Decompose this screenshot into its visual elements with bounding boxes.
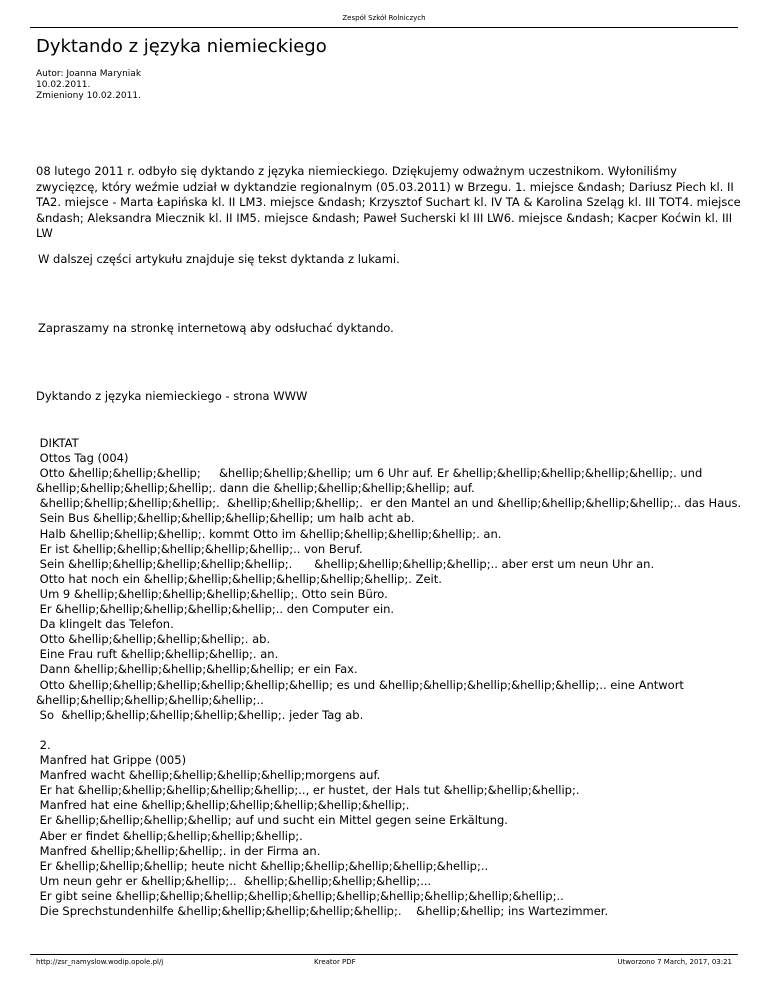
- footer-divider: [30, 954, 738, 955]
- article-modified: Zmieniony 10.02.2011.: [36, 91, 141, 101]
- footer-created: Utworzono 7 March, 2017, 03:21: [617, 958, 732, 966]
- diktat-section: [36, 436, 746, 723]
- section2-line: Um neun gehr er &hellip;&hellip;.. &hellip;&hellip;&hellip;&hellip;...: [36, 873, 432, 888]
- www-link-text: Dyktando z języka niemieckiego - strona WWW: [36, 389, 308, 403]
- diktat-line: &hellip;&hellip;&hellip;&hellip;. &hellip;&hellip;&hellip;. er den Mantel an und &hellip;&hellip;&hellip;&hellip;.. das Haus.: [36, 496, 742, 511]
- section2-line: Die Sprechstundenhilfe &hellip;&hellip;&hellip;&hellip;&hellip;. &hellip;&hellip; ins Wartezimmer.: [36, 904, 609, 919]
- section2-line: 2.: [36, 738, 51, 752]
- article-author: Autor: Joanna Maryniak: [36, 69, 142, 79]
- diktat-line: Er ist &hellip;&hellip;&hellip;&hellip;&hellip;.. von Beruf.: [36, 541, 363, 556]
- section2-line: Er hat &hellip;&hellip;&hellip;&hellip;&hellip;.., er hustet, der Hals tut &hellip;&hellip;&hellip;.: [36, 783, 580, 798]
- section2-line: Manfred &hellip;&hellip;&hellip;. in der Firma an.: [36, 843, 321, 858]
- footer-generator: Kreator PDF: [314, 958, 356, 966]
- diktat-line: Sein Bus &hellip;&hellip;&hellip;&hellip;&hellip; um halb acht ab.: [36, 511, 415, 526]
- article-title: Dyktando z języka niemieckiego: [36, 36, 327, 57]
- section2-line: Er &hellip;&hellip;&hellip; heute nicht &hellip;&hellip;&hellip;&hellip;&hellip;..: [36, 858, 489, 873]
- diktat-line: Ottos Tag (004): [36, 451, 129, 466]
- article-meta: [36, 69, 141, 102]
- dyktando-text-note: W dalszej części artykułu znajduje się tekst dyktanda z lukami.: [38, 252, 400, 266]
- diktat-line: Um 9 &hellip;&hellip;&hellip;&hellip;&hellip;. Otto sein Büro.: [36, 586, 388, 601]
- footer-url: http://zsr_namyslow.wodip.opole.pl/j: [36, 958, 164, 966]
- diktat-line: Eine Frau ruft &hellip;&hellip;&hellip;. an.: [36, 647, 279, 662]
- diktat-line: Otto hat noch ein &hellip;&hellip;&hellip;&hellip;&hellip;&hellip;. Zeit.: [36, 571, 442, 586]
- section2-line: Manfred hat Grippe (005): [36, 753, 187, 768]
- section2-line: Er &hellip;&hellip;&hellip;&hellip; auf und sucht ein Mittel gegen seine Erkältung.: [36, 813, 508, 828]
- diktat-line: Otto &hellip;&hellip;&hellip;&hellip;. ab.: [36, 632, 271, 647]
- diktat-line: Da klingelt das Telefon.: [36, 617, 174, 632]
- section2-line: Manfred hat eine &hellip;&hellip;&hellip;&hellip;&hellip;&hellip;.: [36, 798, 410, 813]
- diktat-line: Sein &hellip;&hellip;&hellip;&hellip;&hellip;. &hellip;&hellip;&hellip;&hellip;.. aber erst um neun Uhr an.: [36, 556, 655, 571]
- section-2: [36, 738, 746, 919]
- diktat-line: Otto &hellip;&hellip;&hellip;&hellip;&hellip;&hellip; es und &hellip;&hellip;&hellip;&hellip;&hellip;.. eine Antwort &hellip;&hellip;&hellip;&hellip;&hellip;..: [36, 677, 688, 707]
- diktat-line: Dann &hellip;&hellip;&hellip;&hellip;&hellip; er ein Fax.: [36, 662, 358, 677]
- page-header-site-name: Zespół Szkół Rolniczych: [342, 14, 426, 22]
- header-divider: [30, 27, 738, 28]
- listen-invite: Zapraszamy na stronkę internetową aby odsłuchać dyktando.: [38, 321, 394, 335]
- diktat-line: So &hellip;&hellip;&hellip;&hellip;&hellip;. jeder Tag ab.: [36, 707, 364, 722]
- diktat-line: Halb &hellip;&hellip;&hellip;. kommt Otto im &hellip;&hellip;&hellip;&hellip;. an.: [36, 526, 502, 541]
- section2-line: Er gibt seine &hellip;&hellip;&hellip;&hellip;&hellip;&hellip;&hellip;&hellip;&hellip;&hellip;..: [36, 888, 564, 903]
- diktat-line: DIKTAT: [36, 436, 79, 450]
- article-date: 10.02.2011.: [36, 80, 91, 90]
- diktat-line: Er &hellip;&hellip;&hellip;&hellip;&hellip;.. den Computer ein.: [36, 602, 395, 617]
- section2-line: Manfred wacht &hellip;&hellip;&hellip;&hellip;morgens auf.: [36, 768, 381, 783]
- article-intro: 08 lutego 2011 r. odbyło się dyktando z języka niemieckiego. Dziękujemy odważnym uczestnikom. Wyłoniliśmy zwycięzcę, który weźmie udział w dyktandzie regionalnym (05.03.2011) w Brzegu. 1. miejsce &ndash; Dariusz Piech kl. II TA2. miejsce - Marta Łapińska kl. II LM3. miejsce &ndash; Krzysztof Suchart kl. IV TA & Karolina Szeląg kl. III TOT4. miejsce &ndash; Aleksandra Miecznik kl. II IM5. miejsce &ndash; Paweł Sucherski kl III LW6. miejsce &ndash; Kacper Koćwin kl. III LW: [36, 164, 741, 240]
- section2-line: Aber er findet &hellip;&hellip;&hellip;&hellip;.: [36, 828, 303, 843]
- diktat-line: Otto &hellip;&hellip;&hellip; &hellip;&hellip;&hellip; um 6 Uhr auf. Er &hellip;&hellip;&hellip;&hellip;&hellip;. und &hellip;&hellip;&hellip;&hellip;. dann die &hellip;&hellip;&hellip;&hellip; auf.: [36, 466, 706, 496]
